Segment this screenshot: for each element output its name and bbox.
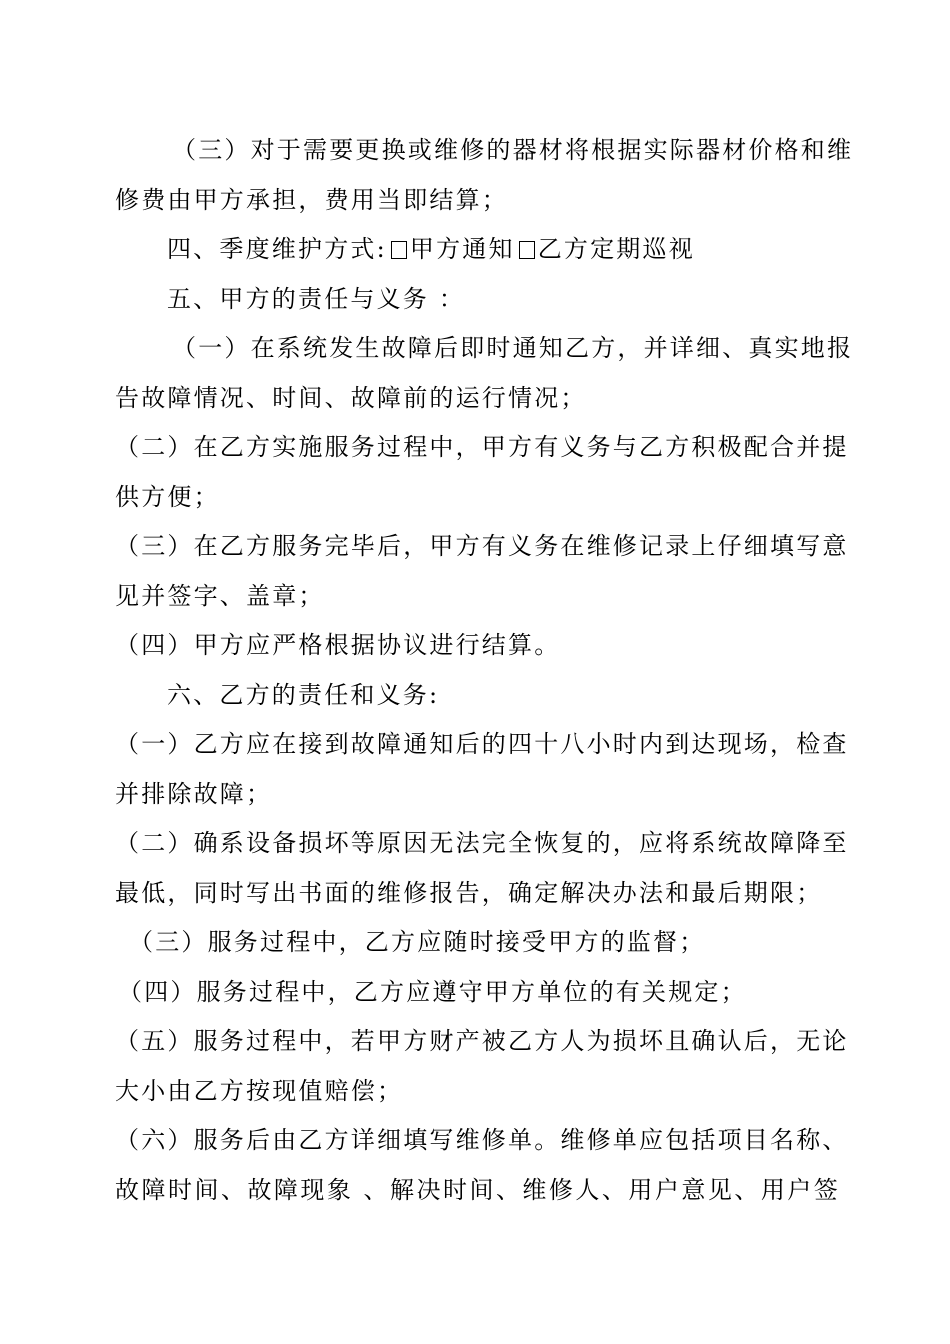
paragraph-line: （五）服务过程中，若甲方财产被乙方人为损坏且确认后，无论 [115, 1027, 849, 1055]
checkbox-icon [391, 241, 407, 259]
paragraph-line: 告故障情况、时间、故障前的运行情况； [115, 383, 587, 412]
section-heading: 六、乙方的责任和义务: [167, 680, 440, 709]
paragraph-line: （三）对于需要更换或维修的器材将根据实际器材价格和维 [172, 136, 854, 164]
paragraph-line: （二）确系设备损坏等原因无法完全恢复的，应将系统故障降至 [115, 829, 849, 857]
paragraph-line: （一）在系统发生故障后即时通知乙方，并详细、真实地报 [172, 334, 854, 362]
document-body [115, 126, 854, 1215]
paragraph-line: 供方便； [115, 482, 220, 511]
checkbox-icon [519, 241, 535, 259]
paragraph-line: （三）在乙方服务完毕后，甲方有义务在维修记录上仔细填写意 [115, 532, 849, 560]
paragraph-line: （六）服务后由乙方详细填写维修单。维修单应包括项目名称、 [115, 1126, 849, 1154]
paragraph-line: （四）甲方应严格根据协议进行结算。 [115, 631, 561, 659]
option-party-b-inspection: 乙方定期巡视 [537, 235, 695, 263]
paragraph-line: 最低，同时写出书面的维修报告，确定解决办法和最后期限； [115, 878, 823, 907]
section-heading: 五、甲方的责任与义务 ： [167, 284, 466, 313]
paragraph-line: 大小由乙方按现值赔偿； [115, 1076, 404, 1105]
paragraph-line: 故障时间、故障现象 、解决时间、维修人、用户意见、用户签 [115, 1175, 840, 1204]
maintenance-method-label: 四、季度维护方式: [167, 235, 387, 263]
paragraph-line: 并排除故障； [115, 779, 273, 808]
option-party-a-notice: 甲方通知 [409, 235, 515, 263]
paragraph-line: （三）服务过程中，乙方应随时接受甲方的监督； [129, 928, 706, 956]
paragraph-line: 修费由甲方承担，费用当即结算； [115, 185, 508, 214]
paragraph-line: （一）乙方应在接到故障通知后的四十八小时内到达现场，检查 [115, 730, 849, 758]
paragraph-line: （四）服务过程中，乙方应遵守甲方单位的有关规定； [118, 977, 747, 1006]
paragraph-line: 见并签字、盖章； [115, 581, 325, 610]
maintenance-method-line [115, 225, 840, 275]
paragraph-line: （二）在乙方实施服务过程中，甲方有义务与乙方积极配合并提 [115, 433, 849, 461]
